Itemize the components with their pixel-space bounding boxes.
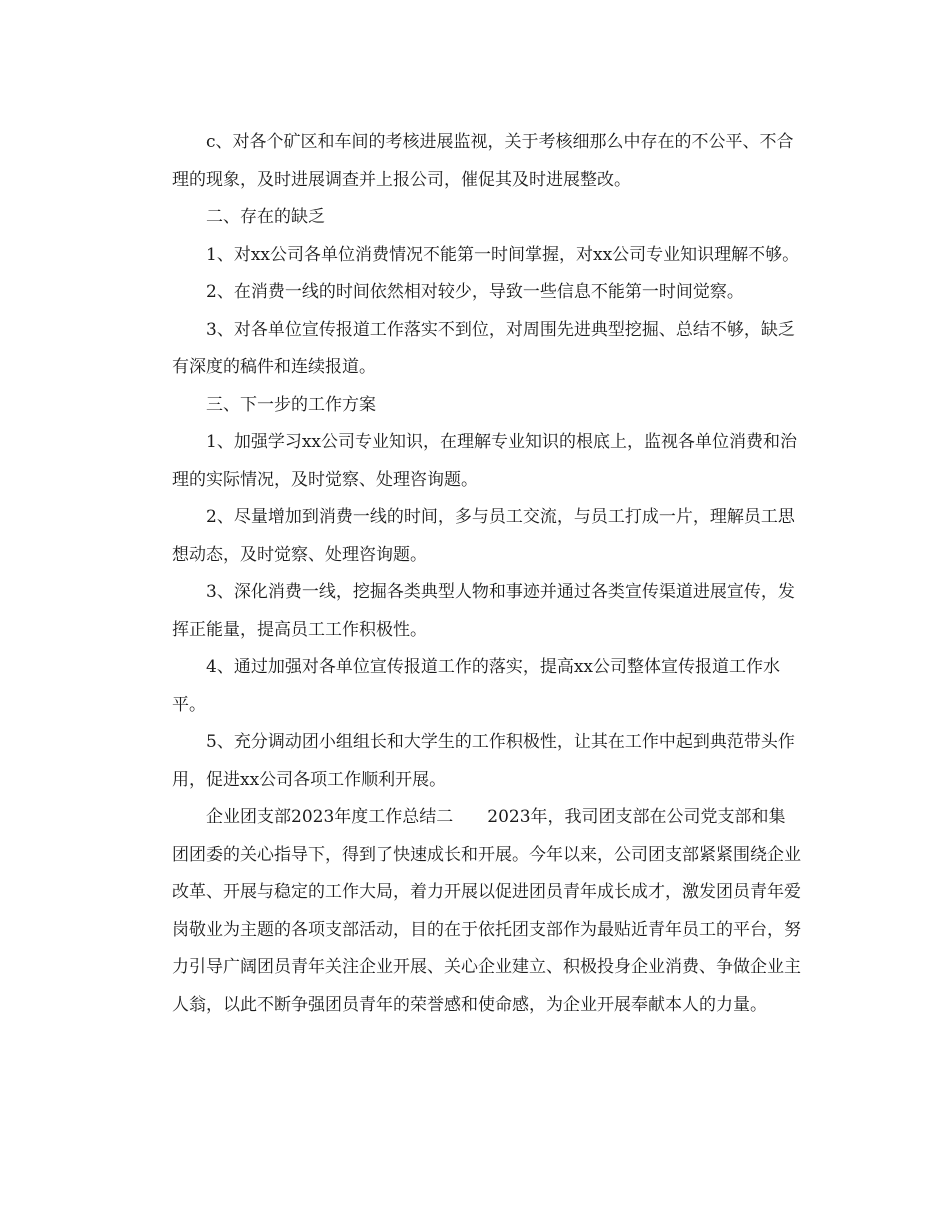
paragraph-plan-5: 5、充分调动团小组组长和大学生的工作积极性，让其在工作中起到典范带头作用，促进xx公司各项工作顺利开展。 xyxy=(172,732,795,790)
paragraph-assessment-supervision: c、对各个矿区和车间的考核进展监视，关于考核细那么中存在的不公平、不合理的现象，及时进展调查并上报公司，催促其及时进展整改。 xyxy=(172,132,794,190)
paragraph-summary-two: 企业团支部2023年度工作总结二 2023年，我司团支部在公司党支部和集团团委的关心指导下，得到了快速成长和开展。今年以来，公司团支部紧紧围绕企业改革、开展与稳定的工作大局，着力开展以促进团员青年成长成才，激发团员青年爱岗敬业为主题的各项支部活动，目的在于依托团支部作为最贴近青年员工的平台，努力引导广阔团员青年关注企业开展、关心企业建立、积极投身企业消费、争做企业主人翁，以此不断争强团员青年的荣誉感和使命感，为企业开展奉献本人的力量。 xyxy=(172,807,801,1015)
paragraph-shortcoming-3: 3、对各单位宣传报道工作落实不到位，对周围先进典型挖掘、总结不够，缺乏有深度的稿件和连续报道。 xyxy=(172,319,795,377)
paragraph-shortcoming-1: 1、对xx公司各单位消费情况不能第一时间掌握，对xx公司专业知识理解不够。 xyxy=(172,244,800,265)
paragraph-plan-4: 4、通过加强对各单位宣传报道工作的落实，提高xx公司整体宣传报道工作水平。 xyxy=(172,657,780,715)
paragraph-plan-3: 3、深化消费一线，挖掘各类典型人物和事迹并通过各类宣传渠道进展宣传，发挥正能量，提高员工工作积极性。 xyxy=(172,582,795,640)
heading-next-steps: 三、下一步的工作方案 xyxy=(172,394,376,415)
heading-shortcomings: 二、存在的缺乏 xyxy=(172,207,325,227)
paragraph-plan-2: 2、尽量增加到消费一线的时间，多与员工交流，与员工打成一片，理解员工思想动态，及时觉察、处理咨询题。 xyxy=(172,507,795,565)
document-page xyxy=(172,124,802,1024)
paragraph-plan-1: 1、加强学习xx公司专业知识，在理解专业知识的根底上，监视各单位消费和治理的实际情况，及时觉察、处理咨询题。 xyxy=(172,432,797,490)
paragraph-shortcoming-2: 2、在消费一线的时间依然相对较少，导致一些信息不能第一时间觉察。 xyxy=(172,282,744,302)
